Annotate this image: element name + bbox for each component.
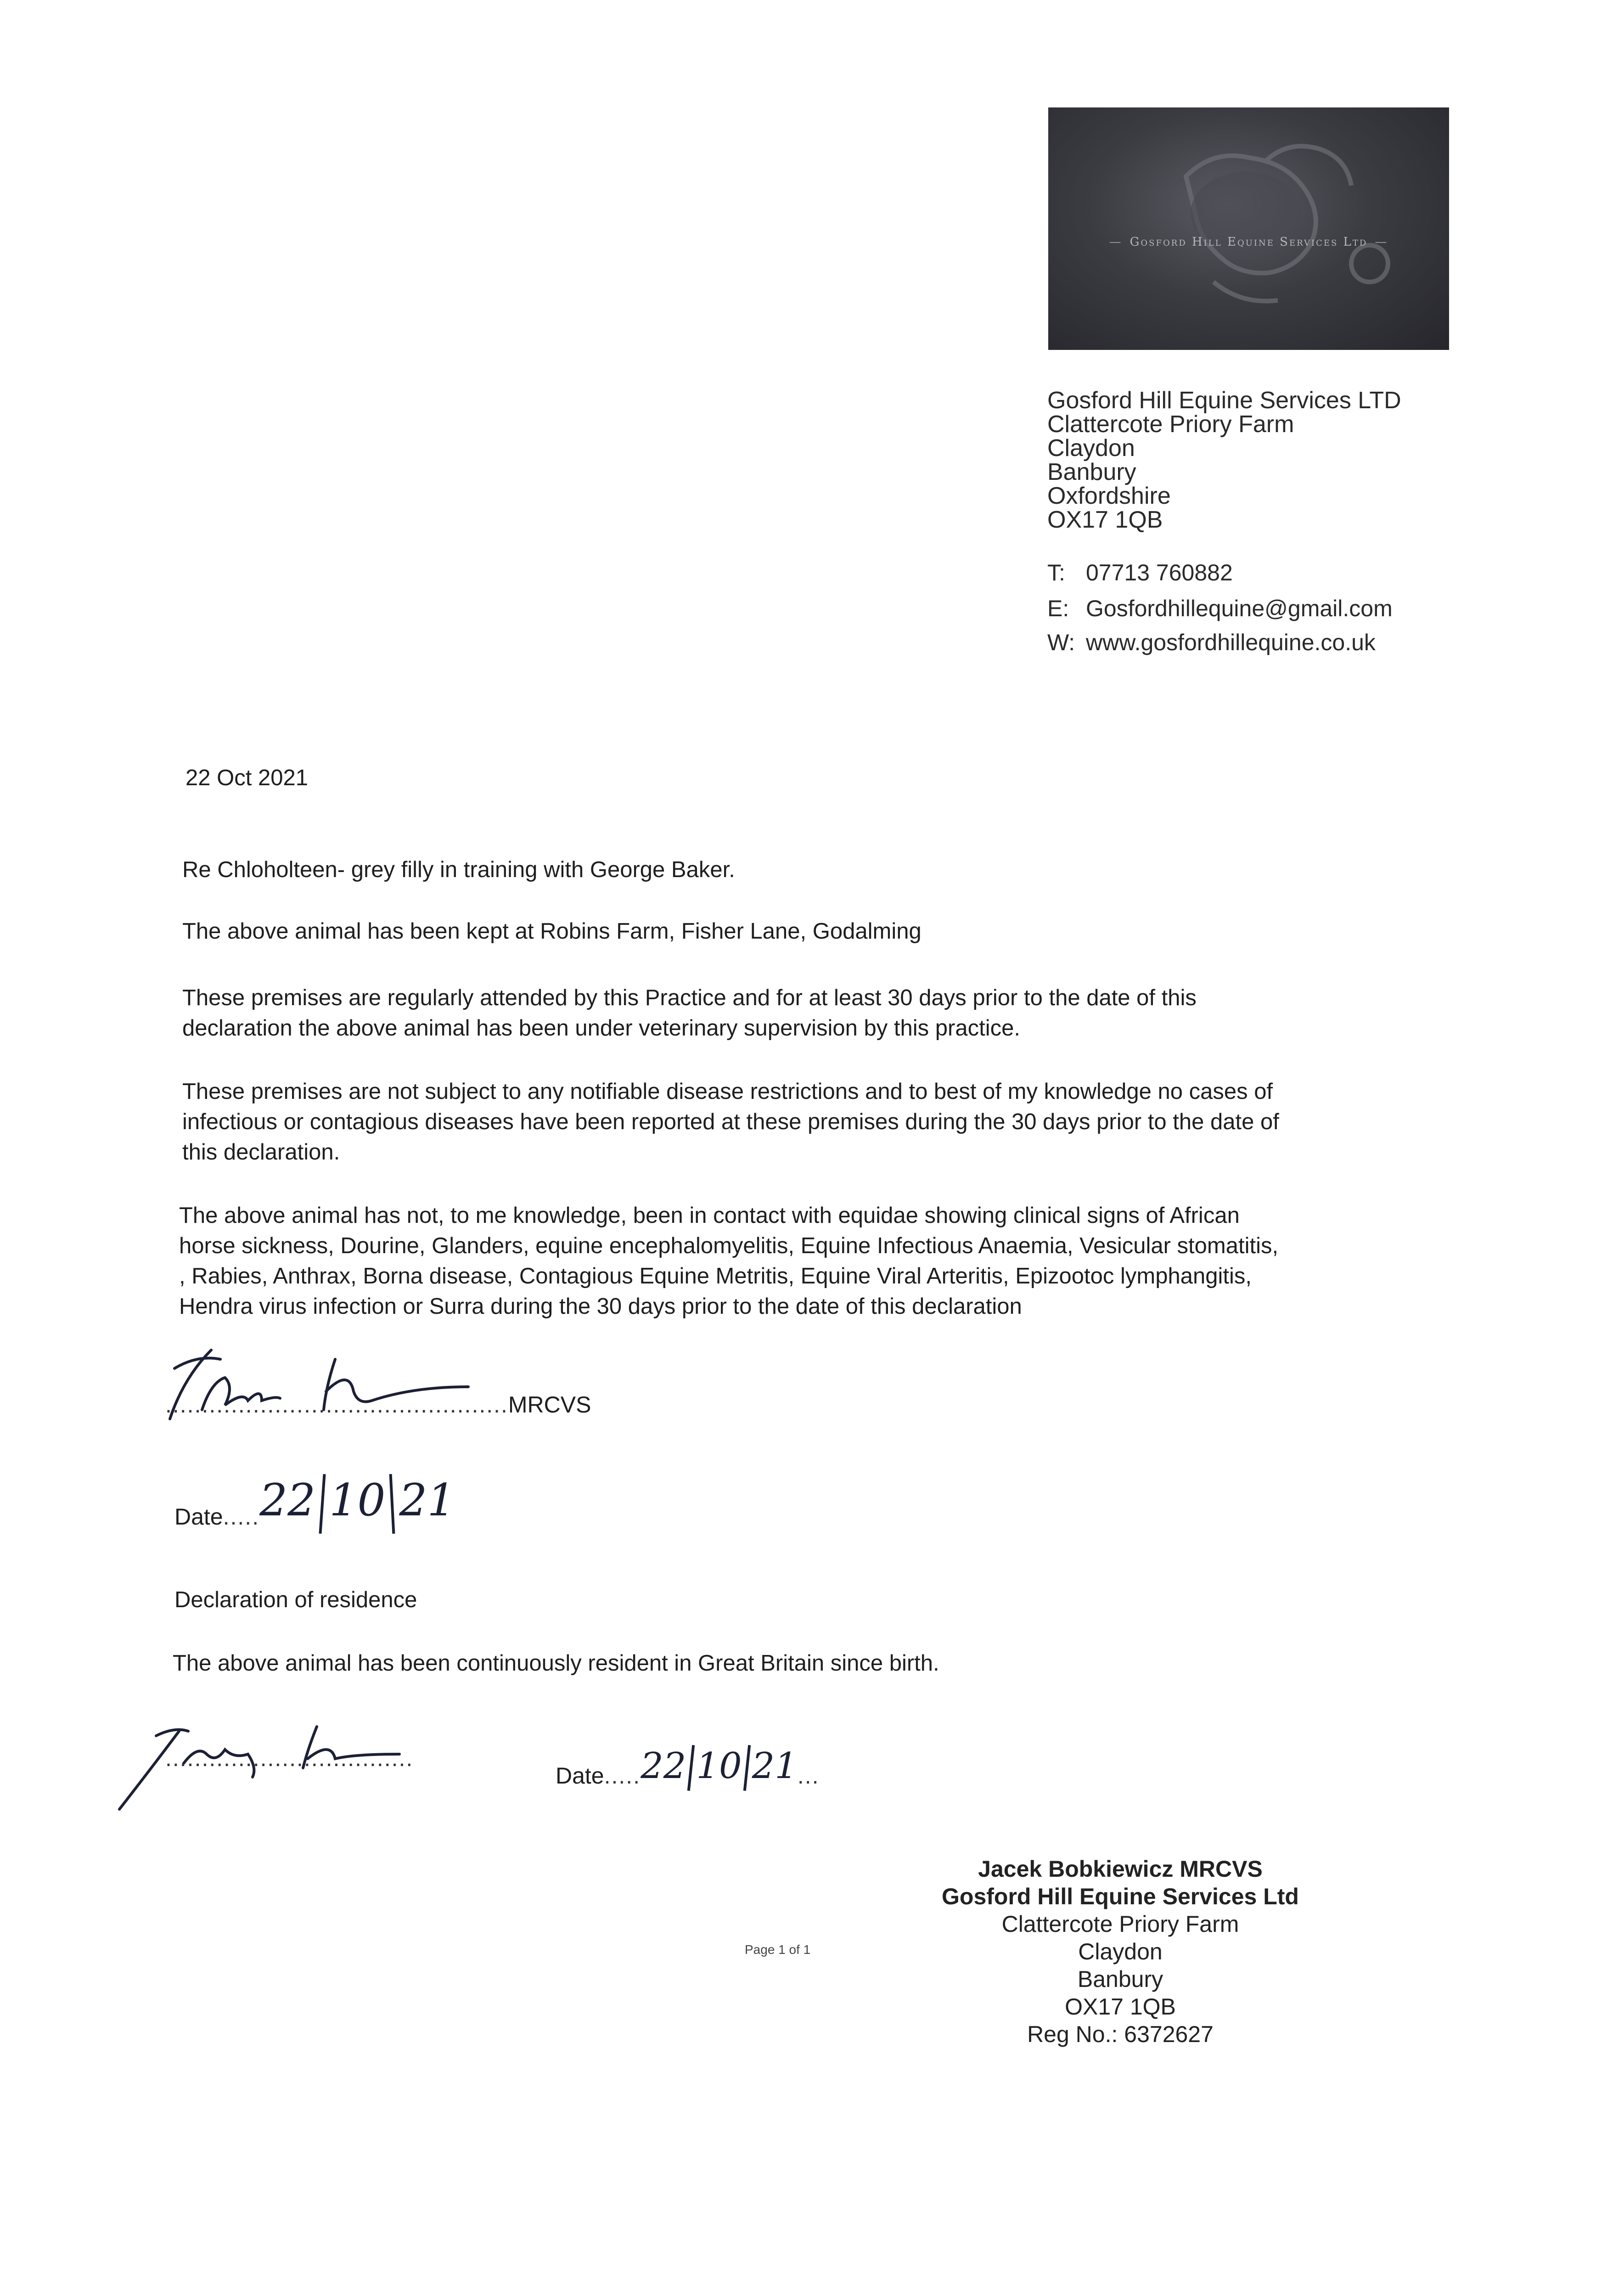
- restrictions-paragraph: These premises are not subject to any notifiable disease restrictions and to best of my knowledge no cases of infectious or contagious diseases have been reported at these premises during the 30 days prior to the date of this declaration.: [182, 1079, 1279, 1165]
- address-line: Banbury: [1047, 459, 1136, 485]
- footer-address-line: OX17 1QB: [1065, 1994, 1176, 2020]
- contact-email[interactable]: E: Gosfordhillequine@gmail.com: [1047, 596, 1393, 621]
- signatory-company: Gosford Hill Equine Services Ltd: [942, 1884, 1299, 1909]
- footer-address-line: Banbury: [1077, 1966, 1163, 1992]
- address-line: Oxfordshire: [1047, 483, 1171, 509]
- signature-line-2: ..................................: [165, 1745, 414, 1771]
- footer-address-line: Claydon: [1078, 1939, 1163, 1964]
- signature-line-1: ...............................................MRCVS: [165, 1392, 591, 1418]
- company-logo: [1048, 107, 1449, 350]
- letter-date: 22 Oct 2021: [185, 765, 308, 790]
- kept-at-line: The above animal has been kept at Robins Farm, Fisher Lane, Godalming: [182, 919, 922, 944]
- signatory-block: [909, 1855, 1332, 2048]
- address-line: OX17 1QB: [1047, 506, 1163, 533]
- residence-heading: Declaration of residence: [174, 1587, 417, 1612]
- horse-head-emblem: [1048, 107, 1449, 350]
- re-line: Re Chloholteen- grey filly in training with George Baker.: [182, 857, 735, 882]
- logo-wordmark: — Gosford Hill Equine Services Ltd —: [1109, 235, 1388, 249]
- disease-contact-paragraph: The above animal has not, to me knowledge, been in contact with equidae showing clinical signs of African horse sickness, Dourine, Glanders, equine encephalomyelitis, Equine Infectious Anaemia, Vesicular stomatitis, , Rabies, Anthrax, Borna disease, Contagious Equine Metritis, Equine Viral Arteritis, Epizootoc lymphangitis, Hendra virus infection or Surra during the 30 days prior to the date of this declaration: [179, 1203, 1279, 1319]
- residence-statement: The above animal has been continuously resident in Great Britain since birth.: [173, 1651, 939, 1676]
- contact-website[interactable]: W: www.gosfordhillequine.co.uk: [1047, 630, 1376, 655]
- contact-phone: T: 07713 760882: [1047, 560, 1233, 585]
- sender-address: [1047, 388, 1401, 532]
- signature-2-date: Date.....22 10 21...: [556, 1745, 820, 1792]
- footer-address-line: Clattercote Priory Farm: [1001, 1911, 1239, 1937]
- address-line: Claydon: [1047, 435, 1135, 461]
- signatory-name: Jacek Bobkiewicz MRCVS: [978, 1856, 1263, 1882]
- address-line: Gosford Hill Equine Services LTD: [1047, 387, 1401, 414]
- registration-number: Reg No.: 6372627: [1027, 2021, 1214, 2047]
- page-indicator: Page 1 of 1: [745, 1942, 811, 1957]
- address-line: Clattercote Priory Farm: [1047, 411, 1294, 438]
- signature-1-date: Date.....22 10 21: [174, 1474, 455, 1535]
- supervision-paragraph: These premises are regularly attended by this Practice and for at least 30 days prior to the date of this declaration the above animal has been under veterinary supervision by this practice.: [182, 985, 1197, 1041]
